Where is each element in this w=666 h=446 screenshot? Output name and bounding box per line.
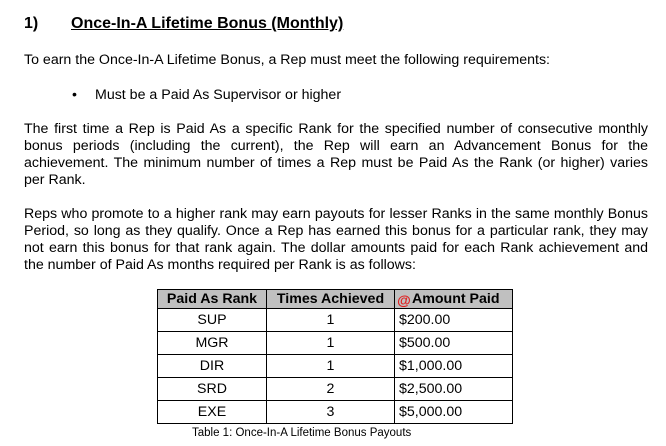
section-title: Once-In-A Lifetime Bonus (Monthly) [71,15,344,32]
bullet-icon: • [72,87,77,103]
paragraph-promotion: Reps who promote to a higher rank may earn payouts for lesser Ranks in the same monthly Bonus Period, so long as they qualify. Once a Rep has earned this bonus for a particular rank, they may not earn this bonus for that rank again. The dollar amounts paid for each Rank achievement and the number of Paid As months required per Rank is as follows: [24,206,648,273]
header-times-achieved: Times Achieved [267,290,395,309]
cell-amount: $2,500.00 [395,378,513,401]
cell-rank: SUP [158,309,267,332]
cell-amount: $1,000.00 [395,355,513,378]
table-row [158,378,513,401]
table-caption: Table 1: Once-In-A Lifetime Bonus Payouts [192,427,412,439]
cell-amount: $500.00 [395,332,513,355]
cell-rank: SRD [158,378,267,401]
table-row [158,401,513,424]
header-amount-label: Amount Paid [412,291,500,307]
at-sign-icon: @ [397,292,411,308]
cell-rank: DIR [158,355,267,378]
list-item [72,87,341,104]
section-number: 1) [24,15,39,32]
cell-times: 3 [267,401,395,424]
header-amount-paid [395,290,513,309]
cell-times: 2 [267,378,395,401]
cell-times: 1 [267,355,395,378]
table-header-row [158,290,513,309]
table-row [158,355,513,378]
cell-rank: MGR [158,332,267,355]
requirement-text: Must be a Paid As Supervisor or higher [95,87,342,103]
intro-text: To earn the Once-In-A Lifetime Bonus, a Rep must meet the following requirements: [24,52,550,68]
cell-times: 1 [267,309,395,332]
cell-rank: EXE [158,401,267,424]
cell-times: 1 [267,332,395,355]
bonus-payout-table [157,289,513,424]
paragraph-advancement: The first time a Rep is Paid As a specific Rank for the specified number of consecutive monthly bonus periods (including the current), the Rep will earn an Advancement Bonus for the achievement. The minimum number of times a Rep must be Paid As the Rank (or higher) varies per Rank. [24,121,648,188]
cell-amount: $200.00 [395,309,513,332]
table-row [158,309,513,332]
requirements-list [72,87,341,104]
cell-amount: $5,000.00 [395,401,513,424]
section-heading [24,14,343,34]
table-row [158,332,513,355]
header-rank: Paid As Rank [158,290,267,309]
